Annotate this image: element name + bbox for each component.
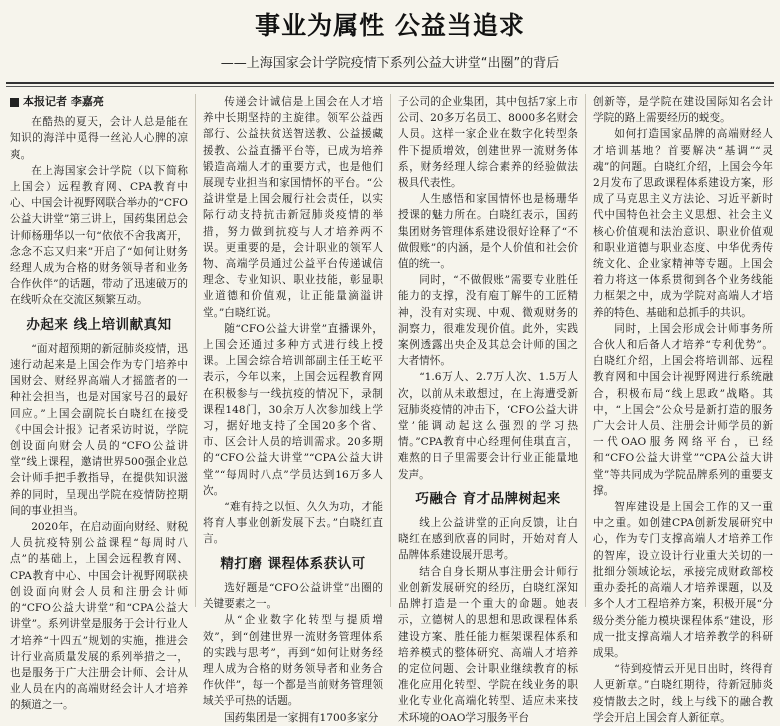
paragraph: “难有持之以恒、久久为功，才能将育人事业创新发展下去。”白晓红直言。 [203, 501, 383, 546]
paragraph: “面对超预期的新冠肺炎疫情，迅速行动起来是上国会作为专门培养中国财会、财经界高端人才摇篮者的一种社会担当，也是对国家号召的最好回应。”上国会副院长白晓红在接受《中国会计报》记者采访时说，学院创设面向财会人员的“CFO公益讲堂”线上课程，邀请世界500强企业总会计师手把手教指导，在提供知识滋养的同时，呈现出学院在疫情防控期间的事业担当。 [10, 342, 188, 517]
section-heading: 办起来 线上培训献真知 [26, 316, 172, 333]
article-column-3 [398, 94, 578, 724]
column-divider [195, 94, 196, 607]
section-heading: 精打磨 课程体系获认可 [220, 555, 366, 572]
paragraph: 线上公益讲堂的正向反馈，让白晓红在感到欣喜的同时，开始对育人品牌体系建设展开思考。 [398, 517, 578, 562]
article-column-2 [203, 94, 383, 724]
paragraph: 子公司的企业集团，其中包括7家上市公司、20多万名员工、8000多名财会人员。这样一家企业在数字化转型条件下提质增效，创建世界一流财务体系，财务经理人综合素养的经验做法极具代表性。 [398, 96, 578, 190]
article-column-1 [10, 94, 188, 712]
top-rule [6, 82, 774, 84]
section-heading: 巧融合 育才品牌树起来 [415, 490, 561, 507]
paragraph: 从“企业数字化转型与提质增效”，到“创建世界一流财务管理体系的实践与思考”，再到“如何让财务经理人成为合格的财务领导者和业务合作伙伴”，每一个都是当前财务管理领域关乎可热的话题。 [203, 614, 383, 708]
byline-square-icon [10, 98, 19, 107]
column-divider [390, 94, 391, 607]
paragraph: 如何打造国家品牌的高端财经人才培训基地？首要解决“基调”“灵魂”的问题。白晓红介绍，上国会今年2月发布了思政课程体系建设方案，形成了马克思主义方法论、习近平新时代中国特色社会主义思想、社会主义核心价值观和法治意识、职业价值观和职业道德与职业态度、中华优秀传统文化、企业家精神等专题。上国会着力将这一体系贯彻到各个业务线能力框架之中，成为学院对高端人才培养的特色、基础和总抓手的共识。 [593, 128, 773, 319]
paragraph: “1.6万人、2.7万人次、1.5万人次，以前从未敢想过，在上海遭受新冠肺炎疫情的冲击下，‘CFO公益大讲堂’能调动起这么强烈的学习热情。”CPA教育中心经理何佳琪直言，难熬的日子里需要会计行业正能量地发声。 [398, 371, 578, 481]
top-rule-thin [6, 86, 774, 87]
byline-text: 本报记者 李嘉亮 [23, 95, 104, 108]
paragraph: 传递会计诚信是上国会在人才培养中长期坚持的主旋律。领军公益西部行、公益扶贫送智送教、公益援藏援教、公益直播平台等，已成为培养锻造高端人才的重要方式，也是他们展现专业担当和家国情怀的平台。“公益讲堂是上国会履行社会责任，以实际行动支持抗击新冠肺炎疫情的举措，努力做到抗疫与人才培养两不误。更重要的是，会计职业的领军人物、高端学员通过公益平台传递诚信理念、专业知识、职业技能，彰显职业道德和价值观，让正能量滴溢讲堂。”白晓红说。 [203, 96, 383, 319]
byline [10, 94, 188, 110]
headline: 事业为属性 公益当追求 [255, 11, 525, 40]
paragraph: 在上海国家会计学院（以下简称上国会）远程教育网、CPA教育中心、中国会计视野网联合举办的“CFO公益大讲堂”第三讲上，国药集团总会计师杨珊华以一句“依依不舍我离开，念念不忘又归来”开启了“如何让财务经理人成为合格的财务领导者和业务合作伙伴”的话题，带动了迅速破万的在线听众在交流区频繁互动。 [10, 164, 188, 307]
paragraph: 智库建设是上国会工作的又一重中之重。如创建CPA创新发展研究中心，作为专门支撑高端人才培养工作的智库，设立设计行业重大关切的一批细分领域论坛，承接完成财政部校重办委托的高端人才培养课题，以及多个人才工程培养方案，积极开展“分级分类分能力模块课程体系”建设，形成一批支撑高端人才培养教学的科研成果。 [593, 501, 773, 659]
paragraph: 结合自身长期从事注册会计师行业创新发展研究的经历，白晓红深知品牌打造是一个重大的命题。她表示，立德树人的思想和思政课程体系建设方案、胜任能力框架课程体系和培养模式的整体研究、高端人才培养的定位问题、会计职业继续教育的标准化应用化转型、学院在线业务的职业化专业化高端化转型、适应未来技术环境的OAO学习服务平台 [398, 565, 578, 724]
paragraph: 国药集团是一家拥有1700多家分 [224, 711, 379, 724]
paragraph: 创新等，是学院在建设国际知名会计学院的路上需要经历的蜕变。 [593, 96, 773, 125]
paragraph: 2020年，在启动面向财经、财税人员抗疫特别公益课程“每周时八点”的基础上，上国会远程教育网、CPA教育中心、中国会计视野网联袂创设面向财会人员和注册会计师的“CFO公益大讲堂”和“CPA公益大讲堂”。系列讲堂是服务于会计行业人才培养“十四五”规划的实施，推进会计行业高质量发展的系列举措之一，也是服务于广大注册会计师、会计从业人员在内的高端财经会计人才培养的频道之一。 [10, 521, 188, 712]
paragraph: 同时，“不做假账”需要专业胜任能力的支撑，没有庖丁解牛的工匠精神，没有对实现、中观、微观财务的洞察力，很难发现价值。此外，实践案例透露出央企及其总会计师的国之大者情怀。 [398, 274, 578, 368]
column-divider [585, 94, 586, 607]
paragraph: 选好题是“CFO公益讲堂”出圈的关键要素之一。 [203, 581, 383, 611]
paragraph: “待到疫情云开见日出时，终得育人更新章。”白晓红期待，待新冠肺炎疫情散去之时，线上与线下的融合教学会开启上国会育人新征章。 [593, 663, 773, 724]
paragraph: 人生感悟和家国情怀也是杨珊华授课的魅力所在。白晓红表示，国药集团财务管理体系建设很好诠释了“不做假账”的内涵，是个人价值和社会价值的统一。 [398, 193, 578, 271]
paragraph: 在酷热的夏天，会计人总是能在知识的海洋中觅得一丝沁人心脾的凉爽。 [10, 116, 188, 161]
paragraph: 随“CFO公益大讲堂”直播课外，上国会还通过多种方式进行线上授课。上国会综合培训部副主任王屹平表示，今年以来，上国会远程教育网在积极参与一线抗疫的情况下，录制课程148门，30余万人次参加线上学习，据好地支持了全国20多个省、市、区会计人员的培训需求。20多期的“CFO公益大讲堂”“CPA公益大讲堂”“每周时八点”学员达到16万多人次。 [203, 322, 383, 497]
paragraph: 同时，上国会形成会计师事务所合伙人和后备人才培养“专利优势”。白晓红介绍，上国会将培训部、远程教育网和中国会计视野网进行系统融合，积极布局“线上思政”战略。其中，“上国会”公众号是新打造的服务广大会计人员、注册会计师学员的新一代OAO服务网络平台，已经和“CFO公益大讲堂”“CPA公益大讲堂”等共同成为学院品牌系列的重要支撑。 [593, 322, 773, 497]
subheadline: ——上海国家会计学院疫情下系列公益大讲堂“出圈”的背后 [220, 56, 560, 71]
article-column-4 [593, 94, 773, 724]
